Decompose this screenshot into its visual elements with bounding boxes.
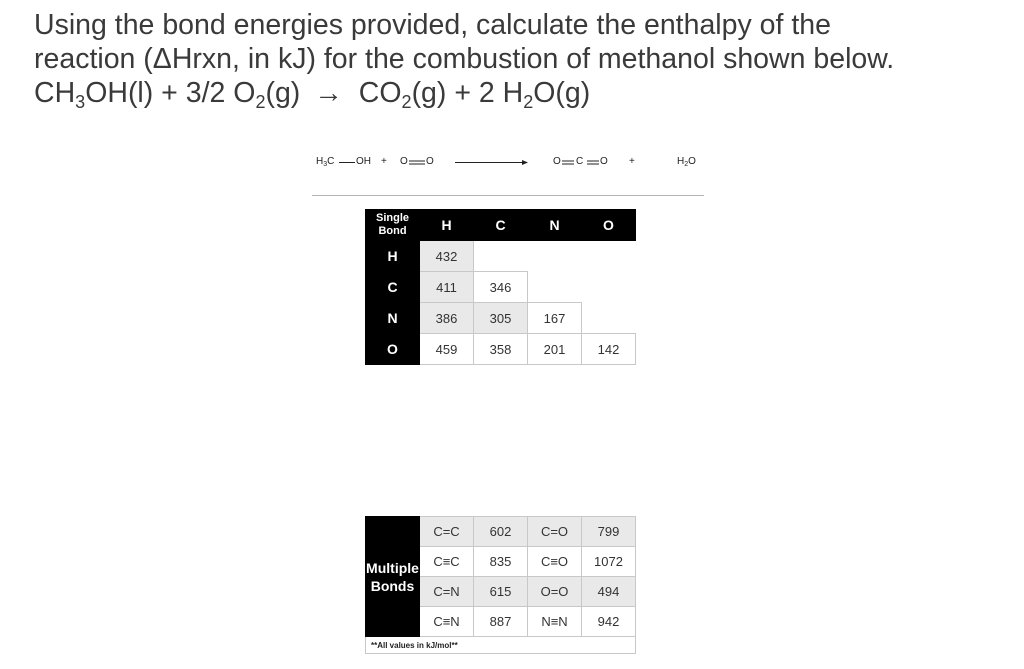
bond-energy-cell: 346: [474, 272, 528, 303]
units-footnote: **All values in kJ/mol**: [366, 637, 636, 654]
bond-energy-cell: 942: [582, 607, 636, 637]
bond-type-cell: O=O: [528, 577, 582, 607]
plus-sign: +: [629, 156, 635, 167]
table-header-row: [366, 210, 636, 241]
table-row: [366, 334, 636, 365]
row-header: N: [366, 303, 420, 334]
bond-energy-cell: 835: [474, 547, 528, 577]
carbon-atom: C: [576, 156, 584, 167]
oxygen-atom: O: [600, 156, 608, 167]
methanol-oh: OH: [356, 156, 371, 167]
bond-energy-cell: 358: [474, 334, 528, 365]
multiple-bonds-label: Multiple Bonds: [366, 517, 420, 637]
single-bond-table: [365, 209, 636, 365]
table-row: [366, 241, 636, 272]
water-molecule: $H_2O$: [677, 156, 696, 168]
eq-subscript: 3: [75, 92, 86, 112]
question-line-2: reaction (ΔHrxn, in kJ) for the combustion of methanol shown below.: [34, 43, 895, 75]
methanol-carbon: $H_3C$: [316, 156, 335, 168]
oxygen-atom: O: [426, 156, 434, 167]
reaction-arrow: →: [314, 77, 343, 109]
bond-type-cell: N≡N: [528, 607, 582, 637]
eq-subscript: 2: [255, 92, 266, 112]
bond-energy-cell: 386: [420, 303, 474, 334]
table-row: [366, 303, 636, 334]
column-header: C: [474, 210, 528, 241]
bond-energy-cell: 142: [582, 334, 636, 365]
table-row: [366, 517, 636, 547]
eq-reactant-text: OH(l) + 3/2 O: [85, 77, 256, 109]
bond-type-cell: C≡C: [420, 547, 474, 577]
eq-reactant-text: (g): [265, 77, 301, 109]
bond-energy-cell: 459: [420, 334, 474, 365]
corner-label: Single Bond: [366, 210, 420, 241]
bond-energy-cell: 432: [420, 241, 474, 272]
eq-product-text: CO: [358, 77, 402, 109]
bond-energy-cell: 201: [528, 334, 582, 365]
bond-energy-cell: 167: [528, 303, 582, 334]
bond-energy-cell: 411: [420, 272, 474, 303]
question-line-1: Using the bond energies provided, calculate the enthalpy of the: [34, 9, 831, 41]
bond-energy-cell: 887: [474, 607, 528, 637]
row-header: H: [366, 241, 420, 272]
footnote-row: [366, 637, 636, 654]
bond-type-cell: C=N: [420, 577, 474, 607]
structural-reaction: [312, 150, 704, 176]
bond-energy-cell: 305: [474, 303, 528, 334]
row-header: O: [366, 334, 420, 365]
bond-type-cell: C≡N: [420, 607, 474, 637]
arrow-head: [522, 160, 528, 165]
bond-energy-cell: 602: [474, 517, 528, 547]
eq-reactant-text: CH: [34, 77, 76, 109]
eq-subscript: 2: [523, 92, 534, 112]
eq-subscript: 2: [401, 92, 412, 112]
bond-type-cell: C=O: [528, 517, 582, 547]
divider: [312, 195, 704, 196]
bond-energy-cell: 1072: [582, 547, 636, 577]
column-header: N: [528, 210, 582, 241]
question-text: [34, 8, 1014, 110]
plus-sign: +: [381, 156, 387, 167]
oxygen-atom: O: [400, 156, 408, 167]
multiple-bond-table: [365, 516, 636, 654]
reaction-equation: [34, 76, 1014, 110]
bond-type-cell: C=C: [420, 517, 474, 547]
column-header: H: [420, 210, 474, 241]
bond-type-cell: C≡O: [528, 547, 582, 577]
bond-energy-cell: 615: [474, 577, 528, 607]
bond-energy-cell: 799: [582, 517, 636, 547]
oxygen-atom: O: [553, 156, 561, 167]
eq-product-text: O(g): [533, 77, 591, 109]
bond-energy-cell: 494: [582, 577, 636, 607]
row-header: C: [366, 272, 420, 303]
column-header: O: [582, 210, 636, 241]
table-row: [366, 272, 636, 303]
eq-product-text: (g) + 2 H: [411, 77, 524, 109]
